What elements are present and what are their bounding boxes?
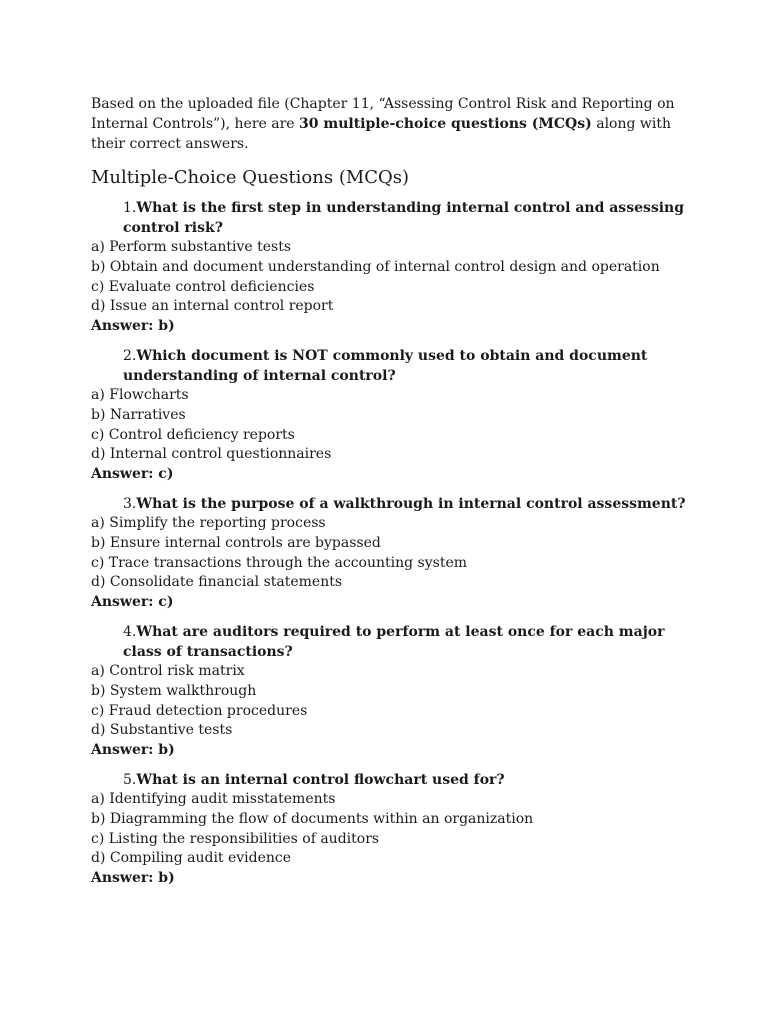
question-text: [123, 770, 691, 790]
question-number: 2.: [123, 347, 137, 364]
question-1: [91, 198, 691, 337]
option-c: c) Evaluate control deficiencies: [91, 278, 315, 295]
question-number: 3.: [123, 495, 137, 512]
question-3: [91, 494, 691, 613]
question-prompt: Which document is NOT commonly used to obtain and document understanding of internal control?: [123, 347, 648, 384]
option-a: a) Identifying audit misstatements: [91, 790, 336, 807]
option-d: d) Internal control questionnaires: [91, 446, 332, 463]
question-prompt: What are auditors required to perform at least once for each major class of transactions?: [123, 623, 665, 660]
question-number: 4.: [123, 623, 137, 640]
question-prompt: What is the first step in understanding internal control and assessing control risk?: [123, 200, 685, 236]
question-prompt: What is an internal control flowchart used for?: [136, 771, 505, 788]
option-b: b) Narratives: [91, 406, 186, 423]
question-number: 1.: [123, 200, 137, 216]
section-title: Multiple-Choice Questions (MCQs): [91, 167, 410, 188]
option-b: b) System walkthrough: [91, 682, 257, 699]
answer-line: Answer: b): [91, 742, 175, 759]
option-d: d) Issue an internal control report: [91, 298, 334, 315]
question-text: [123, 494, 691, 514]
answer-line: Answer: b): [91, 870, 175, 887]
intro-text-start: Based on the uploaded file (Chapter 11, “Assessing Control Risk and Reporting on Internal Controls”), here are: [91, 96, 675, 132]
option-c: c) Fraud detection procedures: [91, 702, 308, 719]
question-number: 5.: [123, 771, 137, 788]
question-4: [91, 622, 691, 761]
option-a: a) Perform substantive tests: [91, 239, 292, 255]
intro-paragraph: [91, 94, 691, 154]
answer-line: Answer: c): [91, 594, 174, 611]
option-b: b) Ensure internal controls are bypassed: [91, 534, 381, 551]
question-5: [91, 770, 691, 889]
option-a: a) Simplify the reporting process: [91, 514, 326, 531]
intro-text-end: along with their correct answers.: [91, 116, 672, 152]
option-d: d) Compiling audit evidence: [91, 850, 292, 867]
document-content: [91, 94, 691, 898]
question-text: [123, 622, 691, 662]
option-c: c) Listing the responsibilities of auditors: [91, 830, 380, 847]
option-d: d) Substantive tests: [91, 722, 233, 739]
question-prompt: What is the purpose of a walkthrough in internal control assessment?: [136, 495, 686, 512]
option-b: b) Diagramming the flow of documents within an organization: [91, 810, 534, 827]
question-text: [123, 346, 691, 386]
option-c: c) Control deficiency reports: [91, 426, 295, 443]
option-a: a) Flowcharts: [91, 386, 189, 403]
option-a: a) Control risk matrix: [91, 662, 245, 679]
question-text: [123, 198, 691, 238]
answer-line: Answer: c): [91, 466, 174, 483]
answer-line: Answer: b): [91, 318, 175, 335]
option-c: c) Trace transactions through the accounting system: [91, 554, 468, 571]
intro-bold-text: 30 multiple-choice questions (MCQs): [299, 116, 592, 132]
option-b: b) Obtain and document understanding of internal control design and operation: [91, 258, 660, 275]
question-2: [91, 346, 691, 485]
option-d: d) Consolidate financial statements: [91, 574, 343, 591]
